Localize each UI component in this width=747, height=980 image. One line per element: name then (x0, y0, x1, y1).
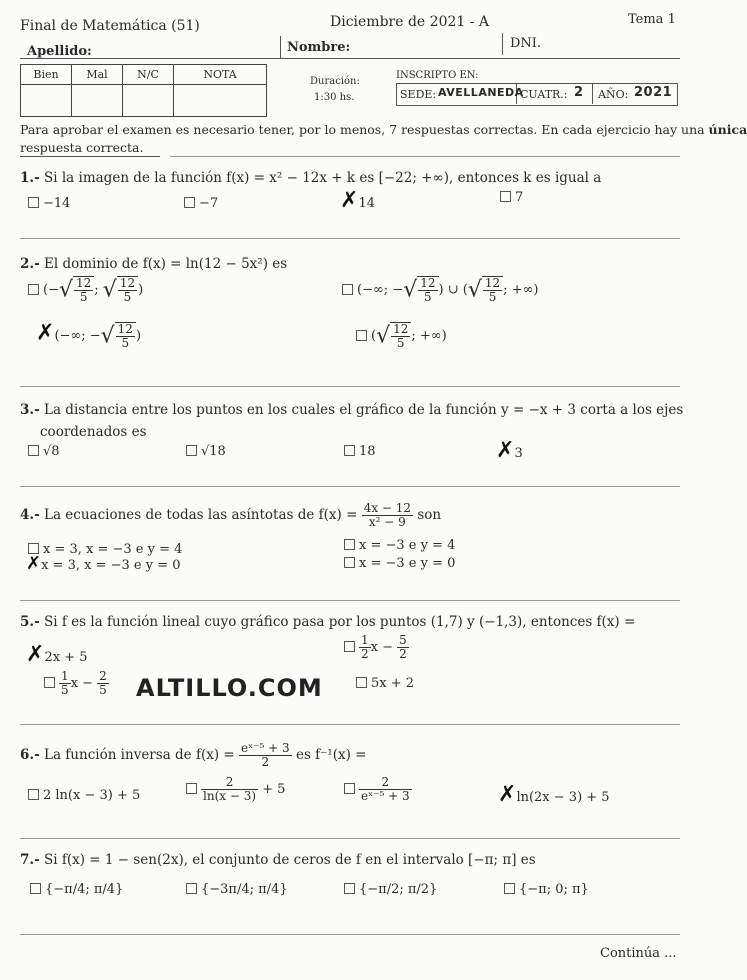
sqrt: √ $\frac{12}{5}$ (468, 276, 503, 304)
sqrt: √ $\frac{12}{5}$ (103, 276, 138, 304)
checkbox[interactable] (356, 330, 367, 341)
q3-option-d[interactable] (496, 440, 523, 462)
q1-number: 1.- (20, 170, 40, 186)
cuatr-label: CUATR.: (520, 88, 568, 101)
frac-den: 5 (123, 290, 132, 305)
q3-statement (20, 402, 683, 418)
checkbox[interactable] (344, 883, 355, 894)
frac-num: 2 (201, 776, 258, 790)
q3-text2: coordenados es (40, 424, 147, 440)
x-mark-icon: ✗ (26, 553, 42, 574)
q2-statement (20, 256, 287, 272)
checkbox[interactable] (28, 445, 39, 456)
divider-7 (20, 934, 680, 935)
frac-den: 5 (99, 683, 107, 698)
divider-1 (20, 238, 680, 239)
dni-label: DNI. (510, 36, 542, 51)
divider-6 (20, 838, 680, 839)
option-text: ; (94, 282, 103, 298)
option-text: x − (70, 676, 93, 692)
x-mark-icon: ✗ (498, 782, 517, 807)
option-label: x = 3, x = −3 e y = 4 (43, 542, 183, 557)
q1-option-a[interactable] (28, 196, 70, 211)
frac-num: 2 (99, 669, 107, 683)
q6-option-b[interactable] (186, 776, 285, 803)
grade-cell-mal[interactable] (72, 85, 123, 117)
checkbox[interactable] (184, 197, 195, 208)
option-text: ) (438, 282, 444, 298)
option-label: x = 3, x = −3 e y = 0 (41, 558, 181, 573)
grade-col-bien: Bien (21, 65, 72, 85)
checkbox[interactable] (342, 284, 353, 295)
option-label: √8 (43, 444, 60, 459)
frac-num: 5 (399, 633, 407, 647)
option-label: {−π; 0; π} (519, 882, 589, 897)
x-mark-icon: ✗ (496, 438, 515, 463)
inscripto-label: INSCRIPTO EN: (396, 70, 479, 81)
option-label: {−π/2; π/2} (359, 882, 438, 897)
course-title: Final de Matemática (51) (20, 18, 200, 34)
checkbox[interactable] (186, 883, 197, 894)
q3-number: 3.- (20, 402, 40, 418)
union-symbol: ∪ (447, 282, 459, 298)
frac-den: 5 (396, 336, 405, 351)
frac-num: eˣ⁻⁵ + 3 (241, 741, 290, 755)
grades-table (20, 64, 267, 117)
frac-den: eˣ⁻⁵ + 3 (361, 789, 410, 804)
q4-fraction (362, 502, 413, 529)
anio-label: AÑO: (598, 88, 629, 101)
option-text: + 5 (262, 782, 286, 798)
cuatr-value[interactable]: 2 (574, 85, 584, 100)
fraction (97, 670, 109, 697)
frac-den: 5 (488, 290, 497, 305)
option-label: −7 (199, 196, 219, 211)
q1-option-b[interactable] (184, 196, 218, 211)
q4-statement (20, 502, 441, 529)
q2-option-b[interactable]: (−∞; −√ $\frac{12}{5}$ ) ∪ (√ $\frac{12}{5}$ ; +∞) (342, 276, 538, 304)
x-mark-icon: ✗ (340, 188, 359, 213)
option-text: ) (135, 328, 142, 344)
option-label: 3 (514, 446, 523, 461)
grade-cell-nc[interactable] (123, 85, 174, 117)
q7-option-d[interactable] (504, 882, 589, 897)
checkbox[interactable] (30, 883, 41, 894)
checkbox[interactable] (344, 783, 355, 794)
option-text: ) (138, 282, 144, 298)
option-label: 18 (359, 444, 376, 459)
duracion-value: 1:30 hs. (314, 92, 355, 103)
sqrt: √ $\frac{12}{5}$ (403, 276, 438, 304)
frac-num: 12 (420, 276, 436, 290)
frac-den: 5 (61, 683, 69, 698)
checkbox[interactable] (344, 539, 355, 550)
frac-num: 12 (484, 276, 501, 290)
nombre-label: Nombre: (287, 40, 351, 55)
q4-text: La ecuaciones de todas las asíntotas de f(x) = (44, 507, 358, 524)
q6-option-c[interactable] (344, 776, 412, 803)
q7-text: Si f(x) = 1 − sen(2x), el conjunto de ceros de f en el intervalo [−π; π] es (44, 852, 536, 868)
checkbox[interactable] (504, 883, 515, 894)
frac-den: 2 (261, 755, 270, 770)
frac-num: 1 (61, 669, 69, 683)
q5-option-c[interactable] (44, 670, 109, 697)
q2-text: El dominio de f(x) = ln(12 − 5x²) es (44, 256, 288, 272)
frac-num: 12 (76, 276, 92, 290)
name-divider (280, 36, 281, 58)
fraction (397, 634, 409, 661)
sqrt: √ $\frac{12}{5}$ (101, 322, 136, 350)
q6-text: La función inversa de f(x) = (44, 747, 235, 764)
frac-num: 12 (119, 276, 136, 290)
q1-option-d[interactable] (500, 190, 523, 205)
q5-number: 5.- (20, 614, 40, 630)
frac-den: 2 (361, 647, 369, 662)
q3-option-c[interactable] (344, 444, 376, 459)
fraction (59, 670, 71, 697)
exam-date: Diciembre de 2021 - A (330, 14, 490, 30)
divider-2 (20, 386, 680, 387)
checkbox[interactable] (344, 445, 355, 456)
sede-label: SEDE: (400, 88, 437, 101)
q3-option-b[interactable] (186, 444, 226, 459)
checkbox[interactable] (28, 197, 39, 208)
option-text: ; +∞) (411, 328, 447, 344)
q5-statement (20, 614, 635, 630)
fraction (359, 634, 371, 661)
duracion-label: Duración: (310, 76, 360, 87)
option-label: {−π/4; π/4} (45, 882, 124, 897)
q2-option-d[interactable] (356, 322, 447, 350)
q6-statement (20, 742, 366, 769)
q2-option-c[interactable] (36, 322, 141, 350)
q7-option-a[interactable] (30, 882, 123, 897)
frac-num: 4x − 12 (363, 501, 412, 515)
option-text: x − (370, 640, 393, 656)
option-label: 2x + 5 (44, 650, 88, 665)
option-label: x = −3 e y = 4 (359, 538, 456, 553)
fraction (359, 776, 412, 803)
option-text: (−∞; − (54, 328, 101, 344)
q1-text: Si la imagen de la función f(x) = x² − 12x + k es [−22; +∞), entonces k es igual a (44, 170, 602, 186)
instructions (20, 122, 747, 137)
option-label: {−3π/4; π/4} (201, 882, 288, 897)
x-mark-icon: ✗ (26, 642, 45, 667)
checkbox[interactable] (344, 641, 355, 652)
divider-4 (20, 600, 680, 601)
apellido-label: Apellido: (27, 44, 92, 59)
frac-den: 5 (424, 290, 432, 305)
divider-5 (20, 724, 680, 725)
continue-label: Continúa ... (600, 946, 677, 961)
checkbox[interactable] (186, 445, 197, 456)
cuatr-divider (592, 83, 593, 104)
q6-fraction (239, 742, 292, 769)
option-text: ; +∞) (503, 282, 539, 298)
checkbox[interactable] (500, 191, 511, 202)
option-label: 5x + 2 (371, 676, 415, 691)
checkbox[interactable] (344, 557, 355, 568)
q4-option-c[interactable] (26, 555, 181, 573)
frac-num: 12 (393, 322, 409, 336)
q7-number: 7.- (20, 852, 40, 868)
grade-cell-bien[interactable] (21, 85, 72, 117)
q6-option-a[interactable] (28, 788, 140, 803)
q5-option-b[interactable] (344, 634, 409, 661)
q5-option-d[interactable] (356, 676, 414, 691)
option-label: 2 ln(x − 3) + 5 (43, 788, 141, 803)
instructions-line2: respuesta correcta. (20, 140, 144, 155)
option-label: −14 (43, 196, 71, 211)
sede-value[interactable]: AVELLANEDA (438, 86, 524, 99)
grade-col-nota: NOTA (174, 65, 267, 85)
q5-option-a[interactable] (26, 644, 87, 666)
checkbox[interactable] (28, 284, 39, 295)
divider-3 (20, 486, 680, 487)
q1-statement (20, 170, 601, 186)
q2-option-a[interactable] (28, 276, 143, 304)
x-mark-icon: ✗ (36, 320, 55, 346)
underline-1 (20, 156, 160, 157)
option-label: ln(2x − 3) + 5 (516, 790, 610, 805)
q3-text: La distancia entre los puntos en los cuales el gráfico de la función y = −x + 3 corta a los ejes (44, 402, 684, 418)
checkbox[interactable] (356, 677, 367, 688)
watermark: ALTILLO.COM (136, 674, 323, 702)
frac-den: 2 (399, 647, 407, 662)
q4-option-b[interactable] (344, 538, 455, 553)
q5-text: Si f es la función lineal cuyo gráfico pasa por los puntos (1,7) y (−1,3), entonces f(x) = (44, 614, 636, 630)
tema-label: Tema 1 (628, 12, 676, 27)
checkbox[interactable] (44, 677, 55, 688)
q7-option-b[interactable] (186, 882, 288, 897)
grade-col-nc: N/C (123, 65, 174, 85)
option-label: 14 (358, 196, 375, 211)
q4-number: 4.- (20, 507, 40, 524)
frac-num: 12 (117, 322, 133, 336)
option-label: 7 (515, 190, 524, 205)
q1-option-c[interactable] (340, 190, 375, 212)
sqrt: √ $\frac{12}{5}$ (59, 276, 94, 304)
dni-divider (502, 33, 503, 55)
frac-num: 1 (361, 633, 369, 647)
checkbox[interactable] (186, 783, 197, 794)
frac-den: 5 (79, 290, 88, 305)
q4-text-end: son (417, 507, 442, 524)
q7-statement (20, 852, 536, 868)
q6-text-end: es f⁻¹(x) = (295, 747, 367, 764)
frac-den: x² − 9 (368, 515, 406, 530)
option-text: ( (371, 328, 377, 344)
grade-cell-nota[interactable] (174, 85, 267, 117)
frac-den: ln(x − 3) (203, 789, 257, 804)
sqrt: √ $\frac{12}{5}$ (376, 322, 411, 350)
option-label: x = −3 e y = 0 (359, 556, 456, 571)
anio-value[interactable]: 2021 (634, 85, 673, 100)
q3-option-a[interactable] (28, 444, 60, 459)
option-label: √18 (201, 444, 226, 459)
q6-number: 6.- (20, 747, 40, 764)
option-text: (−∞; − (357, 282, 404, 298)
fraction (201, 776, 258, 803)
grade-col-mal: Mal (72, 65, 123, 85)
frac-num: 2 (359, 776, 412, 790)
frac-den: 5 (121, 336, 130, 351)
q6-option-d[interactable] (498, 784, 610, 806)
instructions-unica: única (708, 122, 747, 137)
divider-0 (170, 156, 680, 157)
option-text: (− (43, 282, 59, 298)
q2-number: 2.- (20, 256, 40, 272)
checkbox[interactable] (28, 789, 39, 800)
q7-option-c[interactable] (344, 882, 437, 897)
instructions-line1: Para aprobar el examen es necesario tener, por lo menos, 7 respuestas correctas. En cada ejercicio hay una (20, 122, 709, 137)
q4-option-d[interactable] (344, 556, 455, 571)
